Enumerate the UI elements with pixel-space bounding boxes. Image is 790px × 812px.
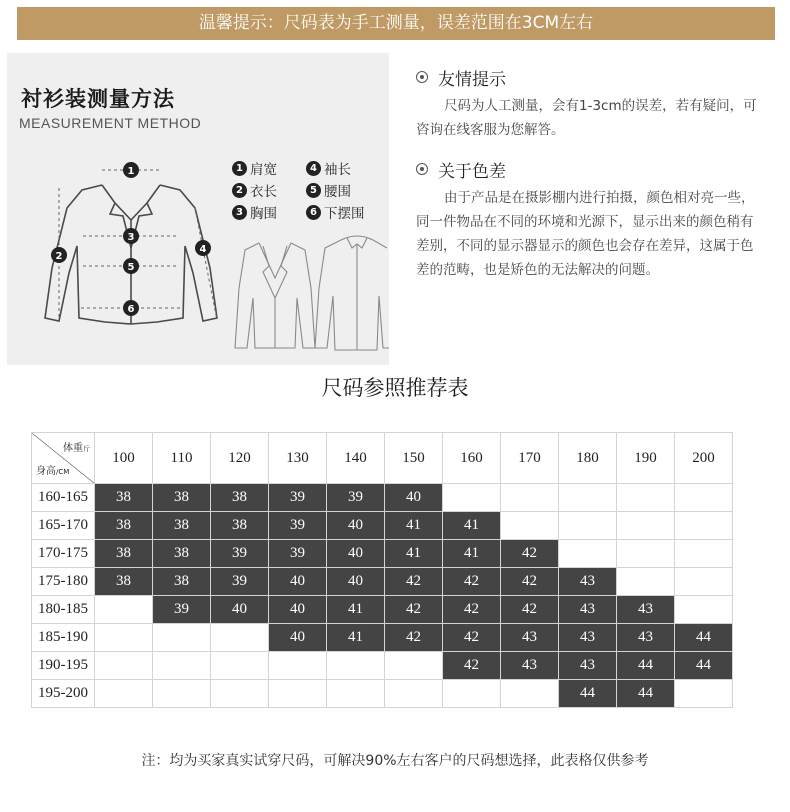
bullet-circle-icon	[416, 71, 428, 83]
empty-cell	[675, 540, 733, 568]
size-cell: 43	[559, 624, 617, 652]
size-cell: 40	[327, 568, 385, 596]
size-cell: 44	[675, 624, 733, 652]
svg-text:3: 3	[127, 232, 135, 243]
weight-unit: 斤	[83, 445, 90, 453]
size-cell: 39	[269, 512, 327, 540]
weight-column-header: 150	[385, 433, 443, 484]
size-cell: 44	[675, 652, 733, 680]
height-row-header: 190-195	[32, 652, 95, 680]
size-cell: 42	[443, 596, 501, 624]
weight-column-header: 160	[443, 433, 501, 484]
size-cell: 40	[327, 512, 385, 540]
table-row	[32, 568, 733, 596]
size-cell: 39	[269, 484, 327, 512]
height-row-header: 195-200	[32, 680, 95, 708]
table-row	[32, 512, 733, 540]
legend-item-hem	[306, 202, 374, 222]
weight-column-header: 200	[675, 433, 733, 484]
empty-cell	[675, 512, 733, 540]
size-cell: 44	[559, 680, 617, 708]
size-table	[31, 432, 733, 708]
empty-cell	[675, 568, 733, 596]
empty-cell	[443, 680, 501, 708]
size-cell: 41	[385, 512, 443, 540]
size-cell: 38	[153, 512, 211, 540]
height-row-header: 160-165	[32, 484, 95, 512]
size-cell: 43	[559, 652, 617, 680]
empty-cell	[269, 680, 327, 708]
empty-cell	[559, 540, 617, 568]
empty-cell	[211, 680, 269, 708]
measurement-panel	[7, 53, 389, 365]
size-cell: 42	[501, 596, 559, 624]
legend-item-sleeve	[306, 158, 374, 178]
size-cell: 43	[617, 624, 675, 652]
weight-label: 体重	[63, 443, 83, 454]
empty-cell	[95, 680, 153, 708]
size-cell: 40	[269, 596, 327, 624]
legend-item-length	[232, 180, 300, 200]
empty-cell	[617, 484, 675, 512]
weight-column-header: 120	[211, 433, 269, 484]
weight-column-header: 140	[327, 433, 385, 484]
svg-text:1: 1	[127, 166, 135, 177]
empty-cell	[269, 652, 327, 680]
legend-label: 袖长	[324, 162, 351, 178]
table-row	[32, 680, 733, 708]
weight-axis-label	[63, 439, 90, 454]
height-row-header: 185-190	[32, 624, 95, 652]
table-row	[32, 624, 733, 652]
height-axis-label: 身高/CM	[36, 466, 70, 477]
table-corner-cell	[32, 433, 95, 484]
tip-body-color: 由于产品是在摄影棚内进行拍摄，颜色相对亮一些，同一件物品在不同的环境和光源下，显示出来的颜色稍有差别，不同的显示器显示的颜色也会存在差异，这属于色差的范畴，也是矫色的无法解决的问题。	[416, 190, 755, 278]
tip-heading-color	[416, 154, 766, 184]
empty-cell	[211, 624, 269, 652]
table-row	[32, 596, 733, 624]
legend-item-chest	[232, 202, 300, 222]
tip-banner: 温馨提示：尺码表为手工测量，误差范围在3CM左右	[17, 7, 775, 40]
svg-text:4: 4	[199, 244, 207, 255]
svg-text:6: 6	[127, 304, 135, 315]
empty-cell	[675, 596, 733, 624]
bullet-circle-icon	[416, 163, 428, 175]
size-cell: 44	[617, 680, 675, 708]
height-unit: CM	[58, 468, 70, 476]
weight-header-row	[32, 433, 733, 484]
measurement-subtitle: MEASUREMENT METHOD	[19, 115, 202, 131]
size-cell: 40	[211, 596, 269, 624]
size-cell: 39	[211, 568, 269, 596]
empty-cell	[617, 512, 675, 540]
empty-cell	[327, 652, 385, 680]
size-cell: 43	[501, 652, 559, 680]
size-cell: 38	[211, 484, 269, 512]
empty-cell	[385, 652, 443, 680]
empty-cell	[443, 484, 501, 512]
empty-cell	[95, 652, 153, 680]
empty-cell	[675, 680, 733, 708]
size-cell: 44	[617, 652, 675, 680]
legend-label: 衣长	[250, 184, 277, 200]
size-cell: 43	[501, 624, 559, 652]
empty-cell	[559, 484, 617, 512]
size-cell: 43	[559, 596, 617, 624]
size-cell: 41	[327, 624, 385, 652]
empty-cell	[617, 568, 675, 596]
empty-cell	[211, 652, 269, 680]
legend-label: 肩宽	[250, 162, 277, 178]
size-cell: 40	[269, 568, 327, 596]
size-cell: 42	[385, 568, 443, 596]
size-cell: 38	[95, 568, 153, 596]
size-cell: 38	[95, 540, 153, 568]
legend-item-shoulder	[232, 158, 300, 178]
table-row	[32, 484, 733, 512]
legend-item-waist	[306, 180, 374, 200]
height-row-header: 180-185	[32, 596, 95, 624]
size-cell: 41	[443, 512, 501, 540]
size-table-body	[32, 484, 733, 708]
size-cell: 42	[385, 624, 443, 652]
empty-cell	[617, 540, 675, 568]
tip-body-friendly: 尺码为人工测量，会有1-3cm的误差，若有疑问，可咨询在线客服为您解答。	[416, 98, 757, 138]
measurement-title: 衬衫装测量方法	[21, 87, 175, 111]
size-cell: 42	[385, 596, 443, 624]
size-cell: 39	[269, 540, 327, 568]
svg-text:2: 2	[55, 251, 63, 262]
tips-section	[416, 62, 766, 294]
size-cell: 38	[153, 568, 211, 596]
size-cell: 38	[95, 512, 153, 540]
weight-column-header: 170	[501, 433, 559, 484]
tip-heading-friendly	[416, 62, 766, 92]
size-cell: 39	[153, 596, 211, 624]
size-cell: 43	[559, 568, 617, 596]
height-row-header: 165-170	[32, 512, 95, 540]
legend-number: 2	[232, 183, 247, 198]
weight-column-header: 100	[95, 433, 153, 484]
table-row	[32, 652, 733, 680]
size-cell: 41	[385, 540, 443, 568]
size-cell: 42	[443, 568, 501, 596]
measurement-legend	[232, 157, 374, 223]
size-cell: 39	[327, 484, 385, 512]
tip-heading-label: 关于色差	[438, 161, 506, 182]
height-label: 身高	[36, 466, 56, 477]
legend-label: 腰围	[324, 184, 351, 200]
size-cell: 40	[327, 540, 385, 568]
empty-cell	[559, 512, 617, 540]
empty-cell	[675, 484, 733, 512]
size-cell: 42	[501, 568, 559, 596]
empty-cell	[501, 484, 559, 512]
size-cell: 38	[153, 484, 211, 512]
empty-cell	[95, 624, 153, 652]
svg-text:5: 5	[127, 262, 135, 273]
weight-column-header: 180	[559, 433, 617, 484]
shirt-sketch-icon	[315, 236, 389, 350]
size-cell: 42	[501, 540, 559, 568]
size-cell: 38	[153, 540, 211, 568]
legend-number: 1	[232, 161, 247, 176]
legend-number: 5	[306, 183, 321, 198]
size-cell: 42	[443, 624, 501, 652]
legend-number: 3	[232, 205, 247, 220]
weight-column-header: 190	[617, 433, 675, 484]
size-cell: 40	[269, 624, 327, 652]
size-cell: 41	[327, 596, 385, 624]
size-table-title: 尺码参照推荐表	[321, 376, 469, 400]
table-row	[32, 540, 733, 568]
blazer-sketch-icon	[235, 243, 315, 348]
height-row-header: 170-175	[32, 540, 95, 568]
legend-label: 下摆围	[324, 206, 365, 222]
legend-number: 6	[306, 205, 321, 220]
empty-cell	[501, 512, 559, 540]
weight-column-header: 110	[153, 433, 211, 484]
footnote: 注：均为买家真实试穿尺码，可解决90%左右客户的尺码想选择，此表格仅供参考	[141, 753, 649, 769]
empty-cell	[153, 624, 211, 652]
size-cell: 38	[95, 484, 153, 512]
empty-cell	[153, 680, 211, 708]
tip-heading-label: 友情提示	[438, 69, 506, 90]
empty-cell	[385, 680, 443, 708]
height-row-header: 175-180	[32, 568, 95, 596]
empty-cell	[327, 680, 385, 708]
empty-cell	[95, 596, 153, 624]
legend-label: 胸围	[250, 206, 277, 222]
size-cell: 40	[385, 484, 443, 512]
size-cell: 39	[211, 540, 269, 568]
size-cell: 38	[211, 512, 269, 540]
size-cell: 43	[617, 596, 675, 624]
size-cell: 42	[443, 652, 501, 680]
empty-cell	[153, 652, 211, 680]
weight-column-header: 130	[269, 433, 327, 484]
size-cell: 41	[443, 540, 501, 568]
empty-cell	[501, 680, 559, 708]
legend-number: 4	[306, 161, 321, 176]
